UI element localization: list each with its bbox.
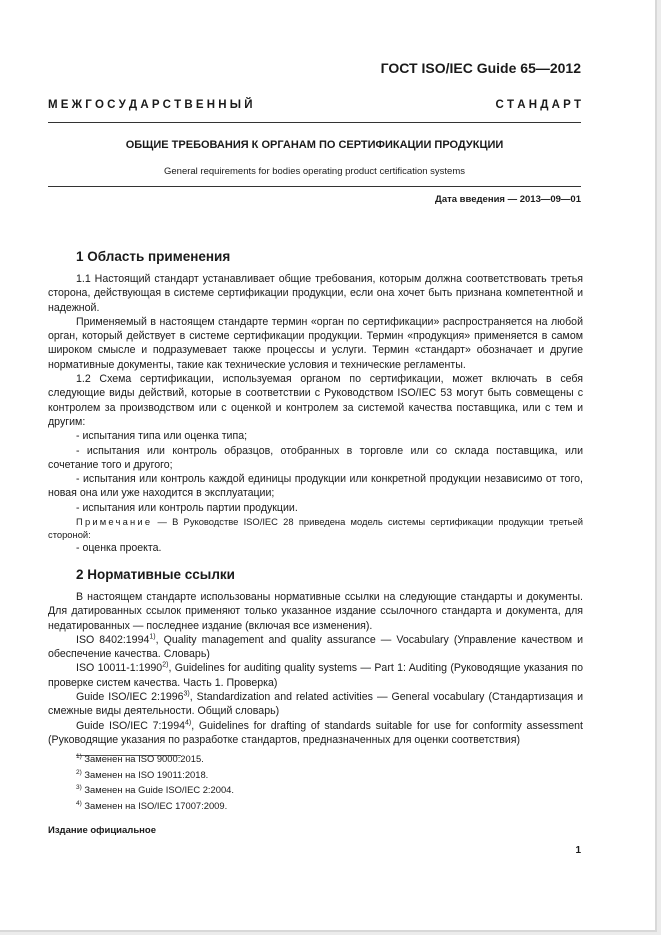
footnotes <box>76 751 234 813</box>
official-edition-label: Издание официальное <box>48 825 156 836</box>
document-code: ГОСТ ISO/IEC Guide 65—2012 <box>380 60 581 76</box>
note <box>48 515 583 541</box>
reference-item <box>48 633 583 662</box>
footnote-mark: 4) <box>76 799 82 807</box>
reference-item <box>48 719 583 748</box>
page-number: 1 <box>575 845 581 856</box>
reference-title: , Standardization and related activities — General vocabulary (Стандартизация и смежные виды деятельности. Общий словарь) <box>48 691 583 718</box>
banner-interstate: М Е Ж Г О С У Д А Р С Т В Е Н Н Ы Й <box>48 99 253 111</box>
reference-code: Guide ISO/IEC 2:1996 <box>76 691 184 704</box>
footnote-mark: 3) <box>76 783 82 791</box>
footnote-text: Заменен на ISO 19011:2018. <box>81 768 209 780</box>
note-label: Примечание <box>76 516 153 528</box>
document-title: ОБЩИЕ ТРЕБОВАНИЯ К ОРГАНАМ ПО СЕРТИФИКАЦИИ ПРОДУКЦИИ <box>125 139 504 151</box>
footnote-text: Заменен на ISO 9000:2015. <box>81 753 204 764</box>
footnote <box>76 798 234 814</box>
section-1-body <box>48 272 583 555</box>
paragraph-1-1: 1.1 Настоящий стандарт устанавливает общие требования, которым должна соответствовать третья сторона, действующая в системе сертификации продукции, если она хочет быть признана компетентной и надежной. <box>48 273 583 314</box>
title-divider <box>48 186 581 187</box>
reference-title: , Guidelines for auditing quality systems — Part 1: Auditing (Руководящие указания по проверке систем качества. Часть 1. Проверка) <box>48 662 583 689</box>
reference-title: , Quality management and quality assurance — Vocabulary (Управление качеством и обеспечение качества. Словарь) <box>48 633 583 661</box>
note-text: — В Руководстве ISO/IEC 28 приведена модель системы сертификации продукции третьей стороной: <box>48 516 583 541</box>
footnote <box>76 751 234 767</box>
reference-item <box>48 661 583 690</box>
footnote-mark: 2) <box>76 768 82 776</box>
footnote-marker: 1) <box>149 633 156 641</box>
list-item: - испытания или контроль образцов, отобранных в торговле или со склада поставщика, или сочетание того и другого; <box>48 444 583 471</box>
standard-banner <box>48 99 581 111</box>
footnote-text: Заменен на Guide ISO/IEC 2:2004. <box>81 784 234 795</box>
footnote <box>76 767 234 783</box>
document-subtitle: General requirements for bodies operating product certification systems <box>164 166 465 177</box>
reference-code: ISO 8402:1994 <box>76 633 150 646</box>
reference-code: ISO 10011-1:1990 <box>76 662 163 675</box>
section-2-body <box>48 590 583 747</box>
footnote-text: Заменен на ISO/IEC 17007:2009. <box>81 799 228 811</box>
reference-code: Guide ISO/IEC 7:1994 <box>76 719 185 732</box>
footnote-marker: 4) <box>184 719 192 727</box>
list-item: - оценка проекта. <box>76 542 162 555</box>
list-item: - испытания или контроль партии продукции. <box>76 501 298 514</box>
paragraph-1-2: 1.2 Схема сертификации, используемая органом по сертификации, может включать в себя следующие виды действий, которые в соответствии с Руководством ISO/IEC 53 могут быть совмещены с контролем за производством или с оценкой и контролем за системой качества поставщика, или с тем и другим: <box>48 373 583 428</box>
list-item: - испытания или контроль каждой единицы продукции или конкретной продукции независимо от того, новая она или уже находится в эксплуатации; <box>48 473 583 500</box>
footnote-marker: 2) <box>162 661 169 669</box>
banner-standard: С Т А Н Д А Р Т <box>495 99 581 111</box>
top-divider <box>48 122 581 123</box>
introduction-date: Дата введения — 2013—09—01 <box>435 194 581 205</box>
list-item: - испытания типа или оценка типа; <box>76 430 248 443</box>
section-2-intro: В настоящем стандарте использованы нормативные ссылки на следующие стандарты и документы. Для датированных ссылок применяют только указанное издание ссылочного стандарта и документа, для недатированных — последнее издание (включая все изменения). <box>48 591 583 632</box>
footnote <box>76 782 234 798</box>
section-1-heading: 1 Область применения <box>76 249 231 264</box>
reference-item <box>48 690 583 719</box>
section-2-heading: 2 Нормативные ссылки <box>76 567 235 582</box>
paragraph-terms: Применяемый в настоящем стандарте термин «орган по сертификации» распространяется на любой орган, который действует в системе сертификации продукции. Термин «продукция» применяется в самом широком смысле и подразумевает также процессы и услуги. Термин «стандарт» обозначает и другие нормативные документы, такие как технические условия и технические регламенты. <box>48 315 583 371</box>
footnote-marker: 3) <box>183 690 190 698</box>
footnote-mark: 1) <box>76 752 82 760</box>
reference-title: , Guidelines for drafting of standards suitable for use for conformity assessment (Руководящие указания по разработке стандартов, предназначенных для оценки соответствия) <box>48 719 583 746</box>
